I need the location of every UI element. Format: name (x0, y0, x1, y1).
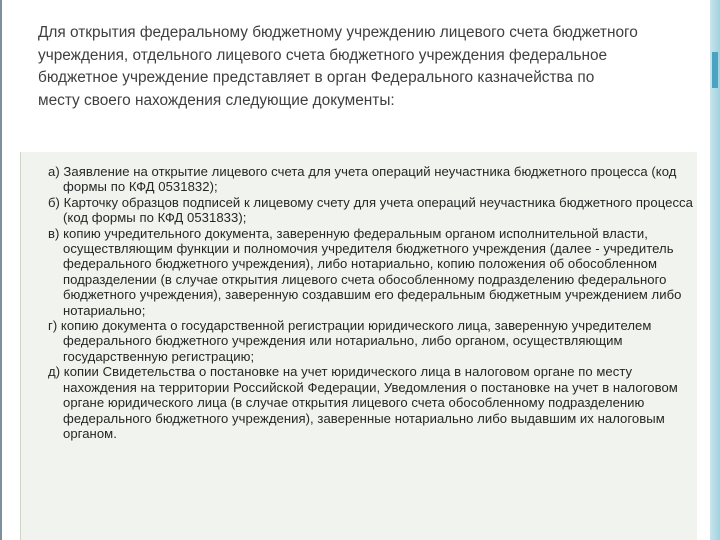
slide-right-accent (710, 0, 720, 540)
intro-paragraph: Для открытия федеральному бюджетному учреждению лицевого счета бюджетного учреждения, отдельного лицевого счета бюджетного учреждения федеральное бюджетное учреждение представляет в орган Федерального казначейства по месту своего нахождения следующие документы: (38, 24, 638, 109)
slide-accent-notch (712, 52, 718, 88)
list-item: б) Карточку образцов подписей к лицевому счету для учета операций неучастника бюджетного процесса (код формы по КФД 0531833); (48, 194, 693, 226)
slide-left-border (0, 0, 2, 540)
list-item: а) Заявление на открытие лицевого счета для учета операций неучастника бюджетного процесса (код формы по КФД 0531832); (48, 164, 677, 195)
list-item: г) копию документа о государственной регистрации юридического лица, заверенную учредителем федерального бюджетного учреждения или нотариально, либо органом, осуществляющим государственную регистрацию; (48, 318, 652, 364)
documents-list (48, 164, 694, 441)
list-item: в) копию учредительного документа, заверенную федеральным органом исполнительной власти, осуществляющим функции и полномочия учредителя бюджетного учреждения (далее - учредитель федерального бюджетного учреждения), либо нотариально, копию положения об обособленном подразделении (в случае открытия лицевого счета обособленному подразделению федерального бюджетного учреждения), заверенную создавшим его федеральным бюджетным учреждением либо нотариально; (48, 225, 682, 318)
list-item: д) копии Свидетельства о постановке на учет юридического лица в налоговом органе по месту нахождения на территории Российской Федерации, Уведомления о постановке на учет в налоговом органе юридического лица (в случае открытия лицевого счета обособленному подразделению федерального бюджетного учреждения), заверенные нотариально либо выдавшим их налоговым органом. (48, 364, 678, 441)
